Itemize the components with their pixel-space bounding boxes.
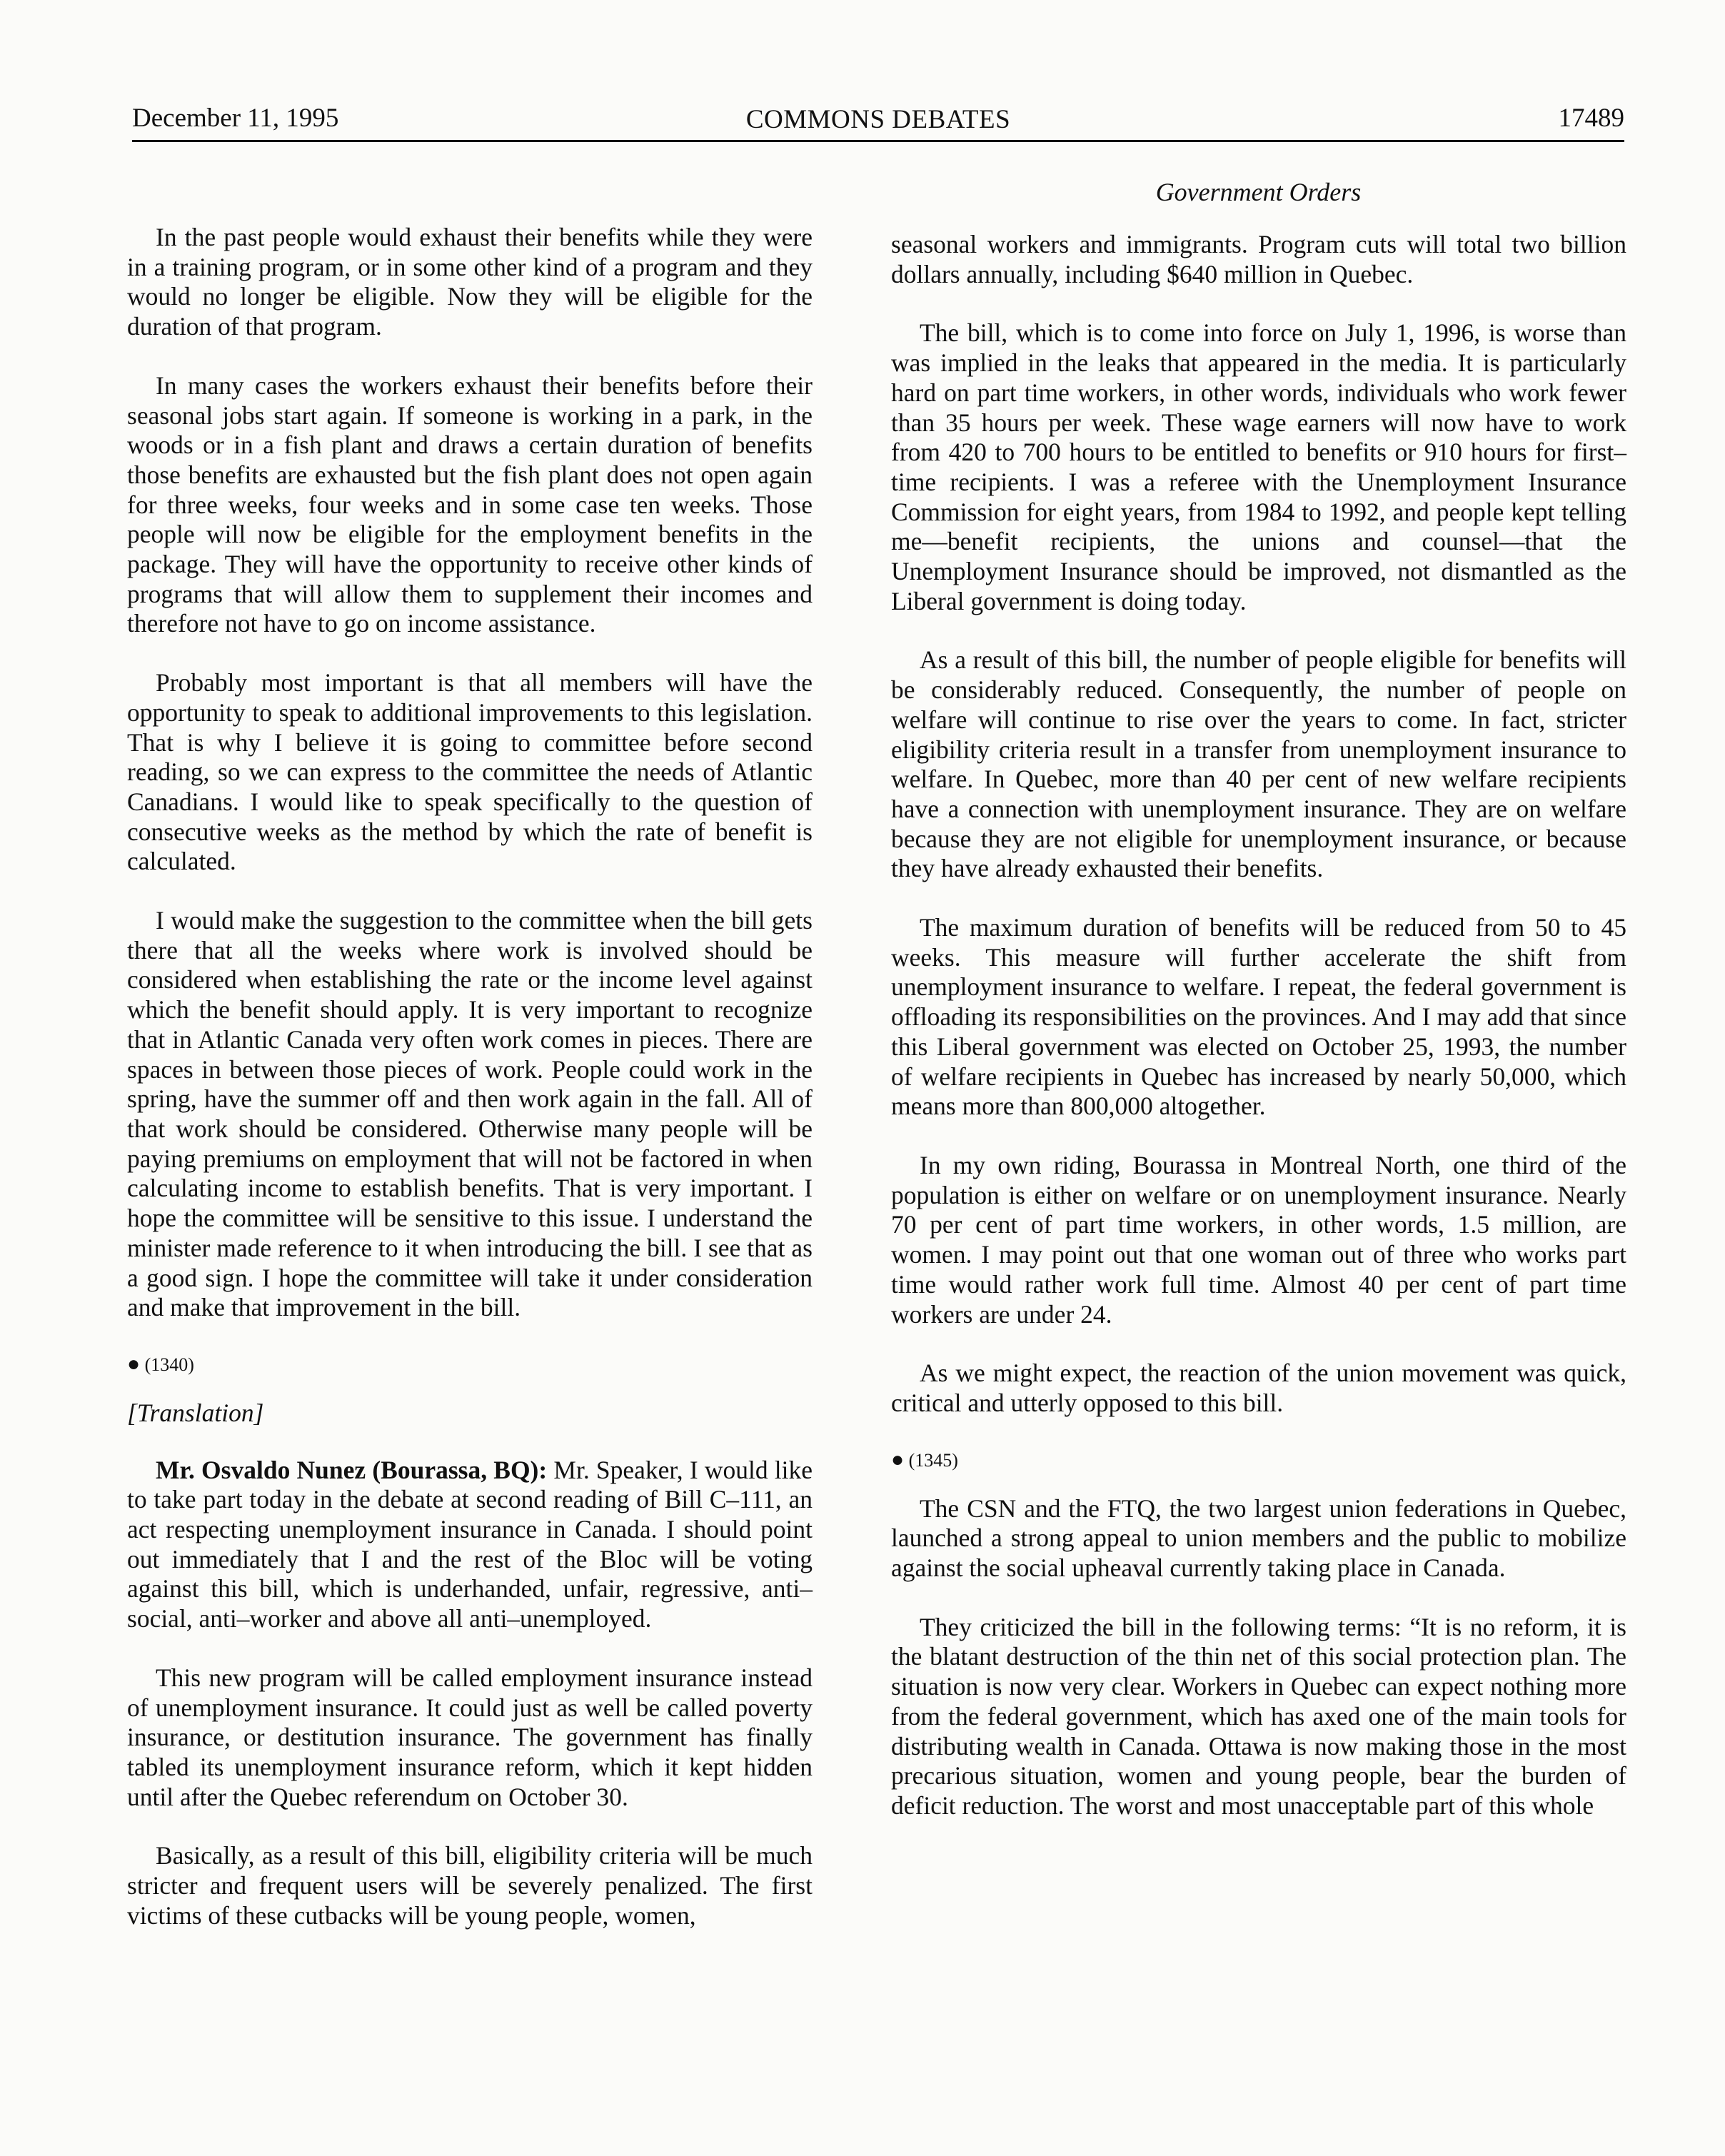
time-marker xyxy=(127,1352,813,1377)
paragraph: In many cases the workers exhaust their benefits before their seasonal jobs start again. If someone is working in a park, in the woods or in a fish plant and draws a certain duration of benefits those benefits are exhausted but the fish plant does not open again for three weeks, four weeks and in some case ten weeks. Those people will now be eligible for the employment benefits in the package. They will have the opportunity to receive other kinds of programs that will allow them to supplement their incomes and therefore not have to go on income assistance. xyxy=(127,371,813,638)
paragraph: In the past people would exhaust their benefits while they were in a training program, or in some other kind of a program and they would no longer be eligible. Now they will be eligible for the duration of that program. xyxy=(127,223,813,341)
bullet-icon: ● xyxy=(891,1447,905,1471)
header-title: COMMONS DEBATES xyxy=(745,105,1011,134)
time-marker xyxy=(891,1448,1626,1473)
header-date: December 11, 1995 xyxy=(132,104,339,133)
paragraph: They criticized the bill in the following terms: “It is no reform, it is the blatant destruction of the thin net of this social protection plan. The situation is now very clear. Workers in Quebec can expect nothing more from the federal government, which has axed one of the main tools for distributing wealth in Canada. Ottawa is now making those in the most precarious situation, women and young people, bear the burden of deficit reduction. The worst and most unacceptable part of this whole xyxy=(891,1612,1626,1820)
paragraph: seasonal workers and immigrants. Program cuts will total two billion dollars annually, including $640 million in Quebec. xyxy=(891,230,1626,288)
page-header xyxy=(132,100,1624,142)
bullet-icon: ● xyxy=(127,1351,141,1376)
time-marker-text: (1345) xyxy=(908,1449,958,1471)
speech-paragraph xyxy=(127,1456,813,1634)
section-label: Government Orders xyxy=(1155,178,1362,206)
paragraph: In my own riding, Bourassa in Montreal North, one third of the population is either on welfare or on unemployment insurance. Nearly 70 per cent of part time workers, in other words, 1.5 million, are women. I may point out that one woman out of three who works part time would rather work full time. Almost 40 per cent of part time workers are under 24. xyxy=(891,1150,1626,1329)
paragraph: This new program will be called employment insurance instead of unemployment insurance. It could just as well be called poverty insurance, or destitution insurance. The government has finally tabled its unemployment insurance reform, which it kept hidden until after the Quebec referendum on October 30. xyxy=(127,1663,813,1811)
page-number: 17489 xyxy=(1558,104,1624,133)
paragraph: The CSN and the FTQ, the two largest union federations in Quebec, launched a strong appeal to union members and the public to mobilize against the social upheaval currently taking place in Canada. xyxy=(891,1493,1626,1583)
translation-tag: [Translation] xyxy=(127,1398,264,1427)
paragraph: I would make the suggestion to the committee when the bill gets there that all the weeks where work is involved should be considered when establishing the rate or the income level against which the benefit should apply. It is very important to recognize that in Atlantic Canada very often work comes in pieces. There are spaces in between those pieces of work. People could work in the spring, have the summer off and then work again in the fall. All of that work should be considered. Otherwise many people will be paying premiums on employment that will not be factored in when calculating income to establish benefits. That is very important. I hope the committee will be sensitive to this issue. I understand the minister made reference to it when introducing the bill. I see that as a good sign. I hope the committee will take it under consideration and make that improvement in the bill. xyxy=(127,906,813,1322)
speech-text: Mr. Speaker, I would like to take part today in the debate at second reading of Bill C–111, an act respecting unemployment insurance in Canada. I should point out immediately that I and the rest of the Bloc will be voting against this bill, which is underhanded, unfair, regressive, anti–social, anti–worker and above all anti–unemployed. xyxy=(127,1455,813,1633)
speaker-name: Mr. Osvaldo Nunez (Bourassa, BQ): xyxy=(156,1455,548,1484)
paragraph: The bill, which is to come into force on July 1, 1996, is worse than was implied in the leaks that appeared in the media. It is particularly hard on part time workers, in other words, individuals who work fewer than 35 hours per week. These wage earners will now have to work from 420 to 700 hours to be entitled to benefits or 910 hours for first–time recipients. I was a referee with the Unemployment Insurance Commission for eight years, from 1984 to 1992, and people kept telling me—benefit recipients, the unions and counsel—that the Unemployment Insurance should be improved, not dismantled as the Liberal government is doing today. xyxy=(891,318,1626,615)
paragraph: The maximum duration of benefits will be reduced from 50 to 45 weeks. This measure will further accelerate the shift from unemployment insurance to welfare. I repeat, the federal government is offloading its responsibilities on the provinces. And I may add that since this Liberal government was elected on October 25, 1993, the number of welfare recipients in Quebec has increased by nearly 50,000, which means more than 800,000 altogether. xyxy=(891,913,1626,1121)
paragraph: As a result of this bill, the number of people eligible for benefits will be considerably reduced. Consequently, the number of people on welfare will continue to rise over the years to come. In fact, stricter eligibility criteria result in a transfer from unemployment insurance to welfare. In Quebec, more than 40 per cent of new welfare recipients have a connection with unemployment insurance. They are on welfare because they are not eligible for unemployment insurance, or because they have already exhausted their benefits. xyxy=(891,645,1626,883)
right-column xyxy=(891,230,1626,1850)
paragraph: As we might expect, the reaction of the union movement was quick, critical and utterly opposed to this bill. xyxy=(891,1359,1626,1417)
time-marker-text: (1340) xyxy=(144,1354,194,1375)
left-column xyxy=(127,223,813,1960)
paragraph: Basically, as a result of this bill, eligibility criteria will be much stricter and frequent users will be severely penalized. The first victims of these cutbacks will be young people, women, xyxy=(127,1841,813,1930)
paragraph: Probably most important is that all members will have the opportunity to speak to additional improvements to this legislation. That is why I believe it is going to committee before second reading, so we can express to the committee the needs of Atlantic Canadians. I would like to speak specifically to the question of consecutive weeks as the method by which the rate of benefit is calculated. xyxy=(127,668,813,876)
